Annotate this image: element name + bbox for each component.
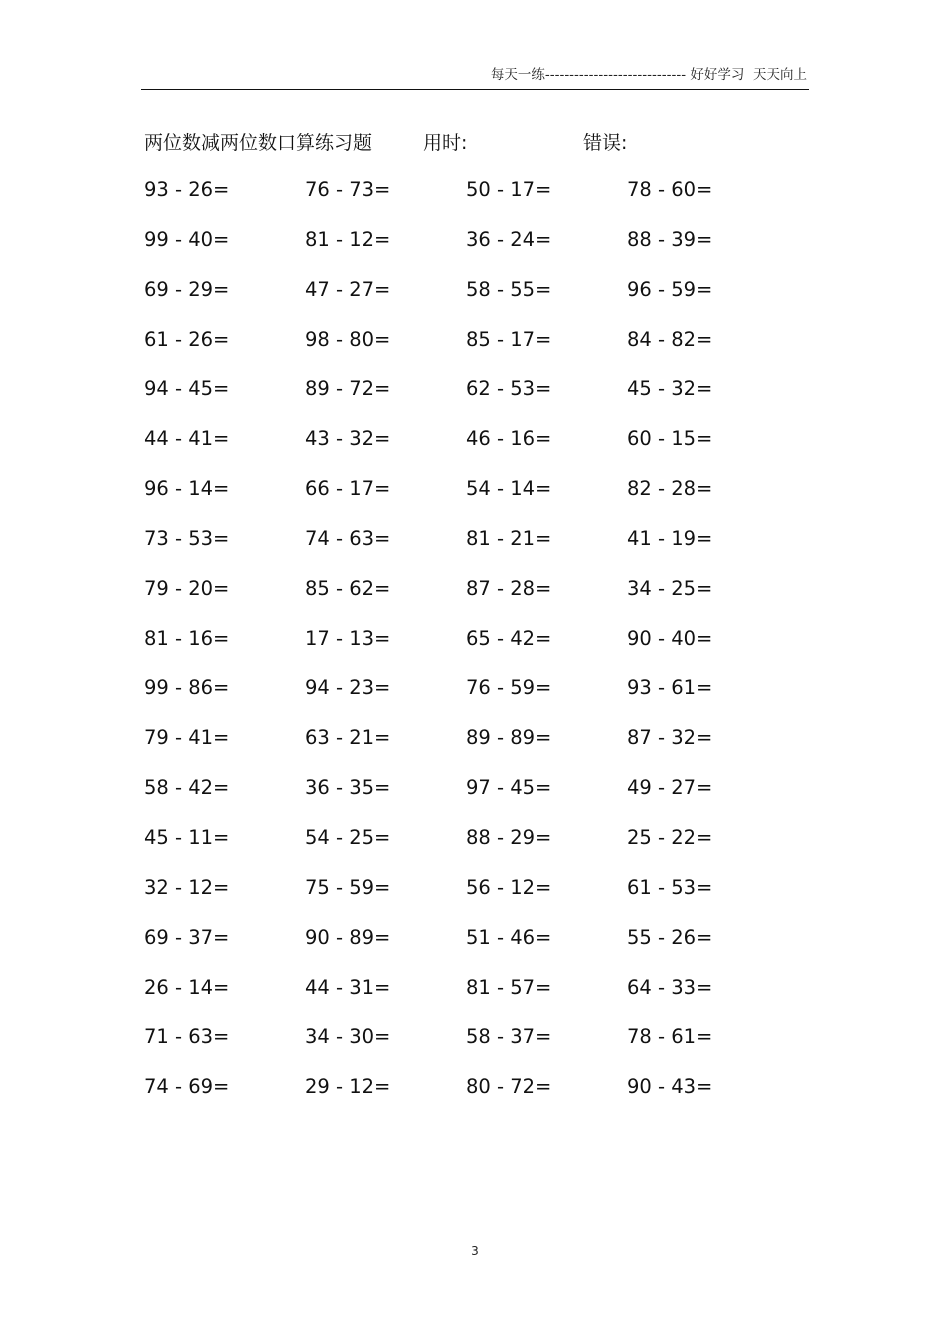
problem-item: 62 - 53= xyxy=(466,377,552,401)
problem-item: 58 - 37= xyxy=(466,1025,552,1049)
problem-item: 94 - 23= xyxy=(305,676,391,700)
problem-item: 75 - 59= xyxy=(305,875,391,899)
problem-item: 44 - 41= xyxy=(144,427,230,451)
problem-item: 84 - 82= xyxy=(627,327,713,351)
problem-item: 85 - 17= xyxy=(466,327,552,351)
problem-item: 34 - 30= xyxy=(305,1025,391,1049)
problem-item: 87 - 32= xyxy=(627,726,713,750)
problem-item: 87 - 28= xyxy=(466,576,552,600)
problem-item: 45 - 32= xyxy=(627,377,713,401)
page-header xyxy=(491,65,807,85)
problem-item: 79 - 20= xyxy=(144,576,230,600)
problem-item: 90 - 89= xyxy=(305,925,391,949)
problem-item: 96 - 14= xyxy=(144,477,230,501)
problem-item: 73 - 53= xyxy=(144,526,230,550)
worksheet-title: 两位数减两位数口算练习题 xyxy=(144,132,373,154)
problem-item: 90 - 43= xyxy=(627,1075,713,1099)
problem-item: 81 - 16= xyxy=(144,626,230,650)
problem-item: 54 - 25= xyxy=(305,825,391,849)
problem-item: 61 - 26= xyxy=(144,327,230,351)
problem-row xyxy=(144,474,804,524)
header-left-text: 每天一练 xyxy=(490,67,545,83)
problem-row xyxy=(144,823,804,873)
problem-item: 49 - 27= xyxy=(627,776,713,800)
problem-row xyxy=(144,624,804,674)
problem-item: 61 - 53= xyxy=(627,875,713,899)
problem-item: 89 - 89= xyxy=(466,726,552,750)
problem-item: 98 - 80= xyxy=(305,327,391,351)
problem-item: 65 - 42= xyxy=(466,626,552,650)
problem-row xyxy=(144,773,804,823)
problem-row xyxy=(144,524,804,574)
problem-item: 32 - 12= xyxy=(144,875,230,899)
problem-item: 99 - 40= xyxy=(144,227,230,251)
problem-item: 47 - 27= xyxy=(305,277,391,301)
problem-item: 36 - 35= xyxy=(305,776,391,800)
problem-row xyxy=(144,225,804,275)
problem-item: 64 - 33= xyxy=(627,975,713,999)
problem-item: 17 - 13= xyxy=(305,626,391,650)
problem-item: 90 - 40= xyxy=(627,626,713,650)
problem-item: 78 - 61= xyxy=(627,1025,713,1049)
problem-item: 69 - 37= xyxy=(144,925,230,949)
problem-item: 97 - 45= xyxy=(466,776,552,800)
problem-item: 56 - 12= xyxy=(466,875,552,899)
header-right-text: 好好学习 天天向上 xyxy=(690,67,807,83)
problem-item: 26 - 14= xyxy=(144,975,230,999)
problem-item: 25 - 22= xyxy=(627,825,713,849)
problem-row xyxy=(144,424,804,474)
problem-item: 29 - 12= xyxy=(305,1075,391,1099)
problem-row xyxy=(144,1022,804,1072)
problem-item: 58 - 42= xyxy=(144,776,230,800)
problem-row xyxy=(144,673,804,723)
header-divider xyxy=(141,89,809,90)
problem-item: 69 - 29= xyxy=(144,277,230,301)
problem-item: 82 - 28= xyxy=(627,477,713,501)
time-label: 用时: xyxy=(423,132,468,154)
problem-item: 79 - 41= xyxy=(144,726,230,750)
problem-item: 81 - 12= xyxy=(305,227,391,251)
problem-item: 74 - 69= xyxy=(144,1075,230,1099)
problem-row xyxy=(144,723,804,773)
problem-item: 81 - 21= xyxy=(466,526,552,550)
problem-row xyxy=(144,923,804,973)
problem-item: 55 - 26= xyxy=(627,925,713,949)
problem-item: 89 - 72= xyxy=(305,377,391,401)
errors-label: 错误: xyxy=(583,132,628,154)
page-number: 3 xyxy=(471,1244,479,1258)
problem-item: 50 - 17= xyxy=(466,178,552,201)
problem-item: 88 - 39= xyxy=(627,227,713,251)
problem-item: 58 - 55= xyxy=(466,277,552,301)
problem-item: 93 - 61= xyxy=(627,676,713,700)
problem-item: 76 - 59= xyxy=(466,676,552,700)
problem-item: 76 - 73= xyxy=(305,178,391,201)
problem-item: 54 - 14= xyxy=(466,477,552,501)
problem-item: 43 - 32= xyxy=(305,427,391,451)
problem-item: 34 - 25= xyxy=(627,576,713,600)
problem-grid xyxy=(144,175,804,1122)
problem-row xyxy=(144,175,804,225)
problem-item: 80 - 72= xyxy=(466,1075,552,1099)
problem-item: 78 - 60= xyxy=(627,178,713,201)
problem-item: 96 - 59= xyxy=(627,277,713,301)
problem-row xyxy=(144,374,804,424)
problem-row xyxy=(144,574,804,624)
problem-row xyxy=(144,973,804,1023)
problem-item: 88 - 29= xyxy=(466,825,552,849)
problem-item: 94 - 45= xyxy=(144,377,230,401)
problem-item: 81 - 57= xyxy=(466,975,552,999)
header-dashes: ----------------------------- xyxy=(544,67,687,83)
problem-item: 36 - 24= xyxy=(466,227,552,251)
problem-item: 85 - 62= xyxy=(305,576,391,600)
problem-item: 63 - 21= xyxy=(305,726,391,750)
problem-item: 93 - 26= xyxy=(144,178,230,201)
problem-item: 66 - 17= xyxy=(305,477,391,501)
problem-item: 51 - 46= xyxy=(466,925,552,949)
problem-item: 60 - 15= xyxy=(627,427,713,451)
problem-item: 71 - 63= xyxy=(144,1025,230,1049)
problem-item: 44 - 31= xyxy=(305,975,391,999)
problem-row xyxy=(144,275,804,325)
problem-item: 45 - 11= xyxy=(144,825,230,849)
problem-row xyxy=(144,1072,804,1122)
problem-item: 74 - 63= xyxy=(305,526,391,550)
problem-row xyxy=(144,873,804,923)
problem-row xyxy=(144,325,804,375)
problem-item: 99 - 86= xyxy=(144,676,230,700)
problem-item: 46 - 16= xyxy=(466,427,552,451)
problem-item: 41 - 19= xyxy=(627,526,713,550)
